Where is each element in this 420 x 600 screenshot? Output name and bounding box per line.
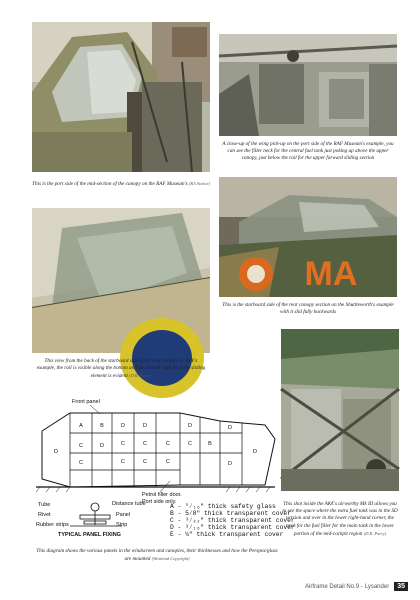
page-footer — [305, 582, 408, 591]
fixing-strip-label: Strip — [116, 522, 128, 528]
photo-port-mid-canopy — [32, 22, 210, 172]
caption-photo3: This view from the back of the starboard side of the rear canopy on AK€'s example, the rail is visible along the bottom and the overall tight fit of the sliding element is evident (D.R. Parry) — [36, 358, 206, 380]
photo-wing-pickup — [219, 34, 397, 136]
panel-letter: D — [143, 423, 147, 429]
photo-credit: (RA Stokoe) — [188, 181, 210, 186]
panel-letter: D — [121, 423, 125, 429]
panel-letter: D — [228, 461, 232, 467]
canopy-panel-diagram — [30, 395, 295, 543]
publisher-name: Lysander — [364, 583, 390, 590]
petrol-door-sub: Port side only. — [142, 499, 177, 505]
photo-credit: (D.R. Parry) — [129, 373, 152, 379]
panel-letter: D — [253, 449, 257, 455]
fixing-rivet-label: Rivet — [38, 512, 51, 518]
panel-letter: C — [79, 460, 83, 466]
legend-row: A - ⁵⁄₁₆" thick safety glass — [170, 503, 276, 510]
front-panel-label: Front panel — [72, 399, 100, 405]
diagram-credit: (Westland Copyright) — [151, 556, 190, 562]
photo-shuttleworth-rear-canopy — [219, 177, 397, 297]
panel-letter: C — [166, 459, 170, 465]
caption-photo1: This is the port side of the mid-section of the canopy on the RAF Museum's (RA Stokoe) — [32, 181, 210, 187]
caption-photo4: This is the starboard side of the rear canopy section on the Shuttleworth's example with it slid fully backwards — [222, 302, 394, 316]
legend-row: E - ¼" thick transparent cover — [170, 531, 284, 538]
panel-letter: B — [100, 423, 104, 429]
panel-letter: C — [121, 441, 125, 447]
panel-letter: C — [166, 441, 170, 447]
caption-photo5: This shot inside the AK€'s airworthy Mk III allows you to see the space where the extra fuel tank was in the SD version and over in the lower right-hand corner, the neck for the fuel filler for the main tank in the lower portion of the mid-cockpit region (D.R. Parry) — [282, 501, 398, 537]
legend-row: D - ³⁄₁₆" thick transparent cover — [170, 524, 295, 531]
photo-starboard-rear-canopy — [32, 208, 210, 353]
panel-letter: A — [79, 423, 83, 429]
panel-letter: C — [143, 441, 147, 447]
panel-letter: C — [143, 459, 147, 465]
caption-photo2: A close-up of the wing pick-up on the port side of the RAF Museum's example, you can see the filler neck for the central fuel tank just poking up above the upper canopy, just below the rail for the upper forward sliding section — [222, 141, 394, 162]
panel-letter: B — [208, 441, 212, 447]
caption-diagram: This diagram shows the various panels in the windscreen and canopies, their thicknesses and how the Perspex/glass are mounted (Westland Copyright) — [36, 548, 278, 563]
fixing-title: TYPICAL PANEL FIXING — [58, 532, 121, 538]
photo-inside-airworthy — [281, 329, 399, 491]
publication-title: Airframe Detail No.9 - — [305, 583, 363, 590]
page-number: 35 — [394, 582, 408, 591]
photo-credit: (D.R. Parry) — [363, 530, 387, 536]
petrol-door-label: Petrol filler door. — [142, 492, 182, 498]
panel-letter: C — [188, 441, 192, 447]
fixing-tube-label: Tube — [38, 502, 51, 508]
panel-letter: D — [54, 449, 58, 455]
legend-row: B - 5⁄8" thick transparent cover — [170, 510, 291, 517]
panel-letter: C — [121, 459, 125, 465]
fixing-rubber-label: Rubber strips — [36, 522, 69, 528]
panel-letter: D — [228, 425, 232, 431]
panel-letter: D — [188, 423, 192, 429]
fixing-distance-label: Distance tube — [112, 501, 146, 507]
panel-letter: D — [100, 443, 104, 449]
aircraft-code-text: MA — [304, 255, 358, 293]
panel-letter: C — [79, 443, 83, 449]
legend-row: C - ³⁄₃₂" thick transparent cover — [170, 517, 295, 524]
fixing-panel-label: Panel — [116, 512, 131, 518]
